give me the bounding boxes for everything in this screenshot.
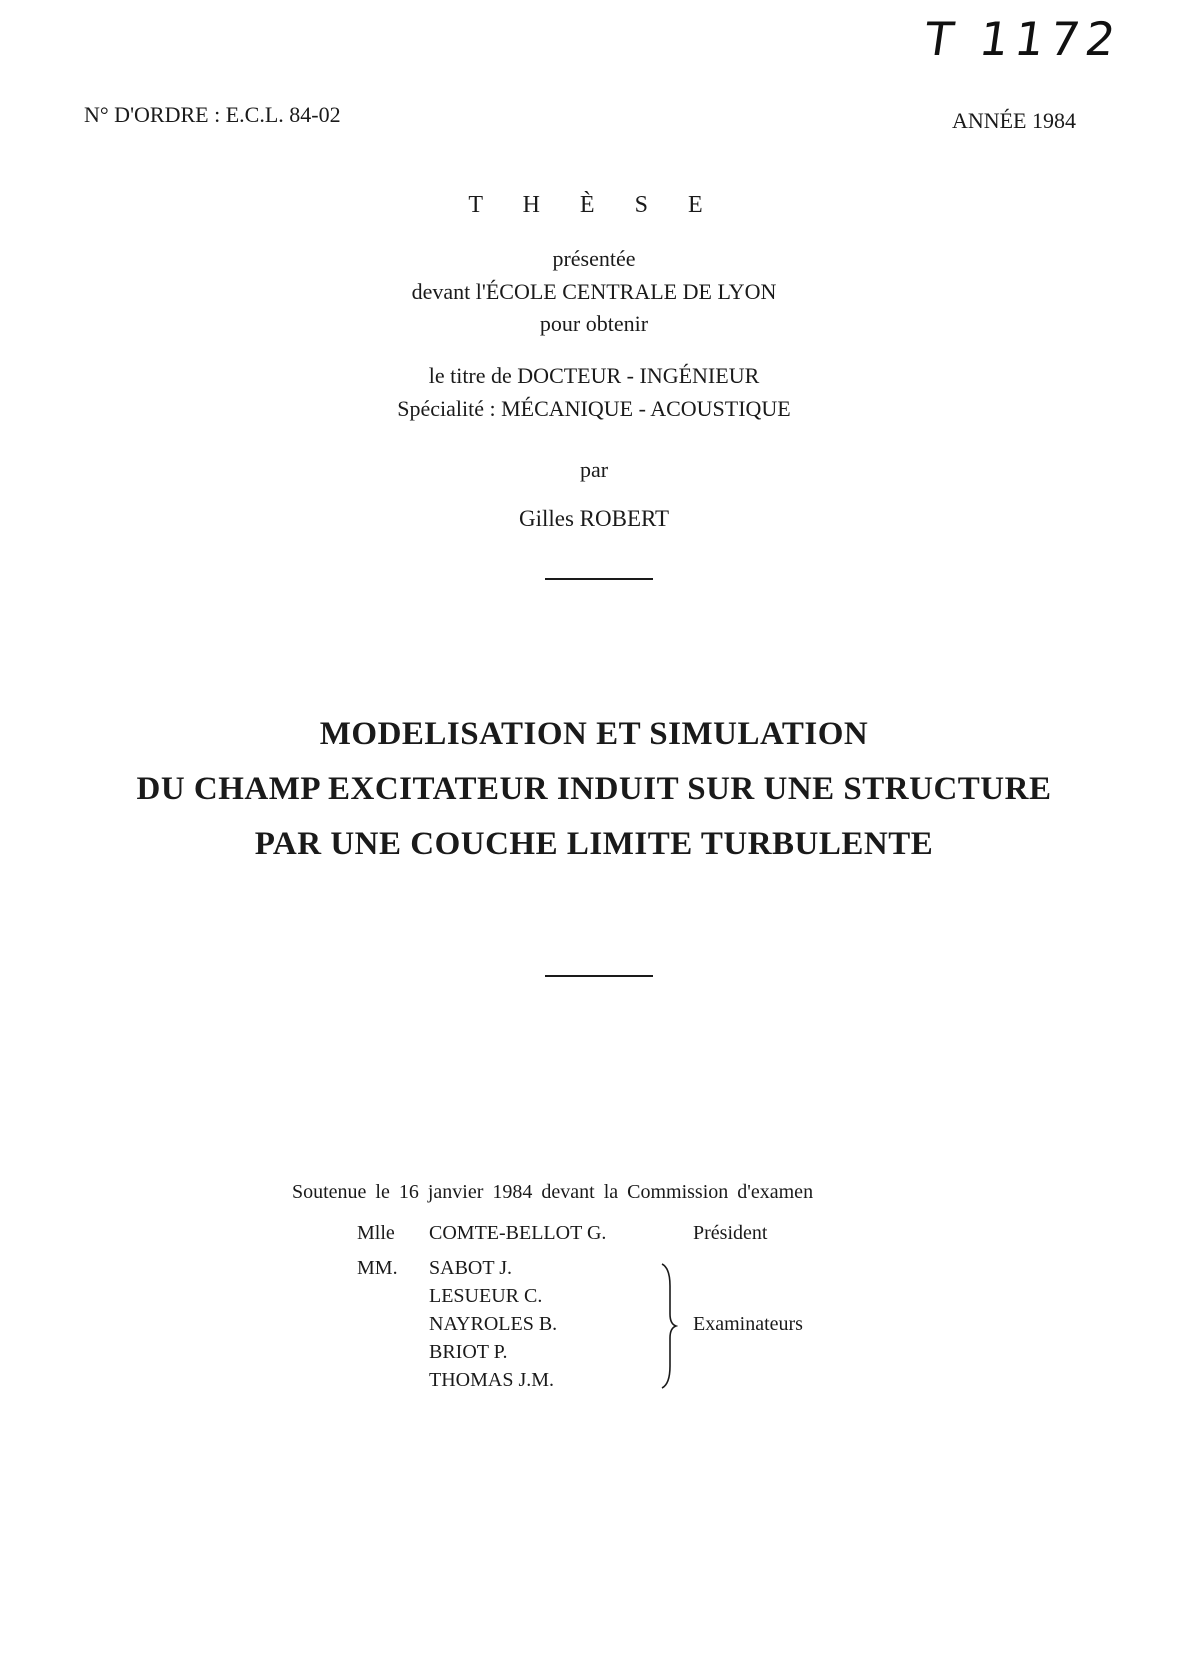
members-prefix: MM. xyxy=(357,1257,398,1279)
by-label: par xyxy=(579,457,609,482)
president-prefix: Mlle xyxy=(357,1222,395,1244)
jury-member: LESUEUR C. xyxy=(429,1285,543,1307)
brace-icon xyxy=(660,1262,678,1390)
handwritten-reference: T 1172 xyxy=(921,12,1125,66)
divider-bottom xyxy=(545,975,653,977)
title-line-1: MODELISATION ET SIMULATION xyxy=(319,716,869,752)
order-number: N° D'ORDRE : E.C.L. 84-02 xyxy=(84,102,341,127)
speciality-line: Spécialité : MÉCANIQUE - ACOUSTIQUE xyxy=(397,396,791,421)
degree-line: le titre de DOCTEUR - INGÉNIEUR xyxy=(428,363,760,388)
jury-member: BRIOT P. xyxy=(429,1341,508,1363)
divider-top xyxy=(545,578,653,580)
title-line-2: DU CHAMP EXCITATEUR INDUIT SUR UNE STRUCTURE xyxy=(136,771,1052,807)
institution-line: devant l'ÉCOLE CENTRALE DE LYON xyxy=(411,279,777,304)
jury-member: THOMAS J.M. xyxy=(429,1369,555,1391)
president-name: COMTE-BELLOT G. xyxy=(429,1222,607,1244)
defense-statement: Soutenue le 16 janvier 1984 devant la Commission d'examen xyxy=(292,1181,814,1203)
obtain-line: pour obtenir xyxy=(539,311,649,336)
author-name: Gilles ROBERT xyxy=(518,506,670,531)
presented-line: présentée xyxy=(552,246,636,271)
title-line-3: PAR UNE COUCHE LIMITE TURBULENTE xyxy=(254,826,934,862)
president-role: Président xyxy=(693,1222,768,1244)
year: ANNÉE 1984 xyxy=(951,108,1076,133)
jury-member: SABOT J. xyxy=(429,1257,512,1279)
members-role: Examinateurs xyxy=(693,1313,803,1335)
jury-member: NAYROLES B. xyxy=(429,1313,558,1335)
document-type: T H È S E xyxy=(468,192,720,218)
